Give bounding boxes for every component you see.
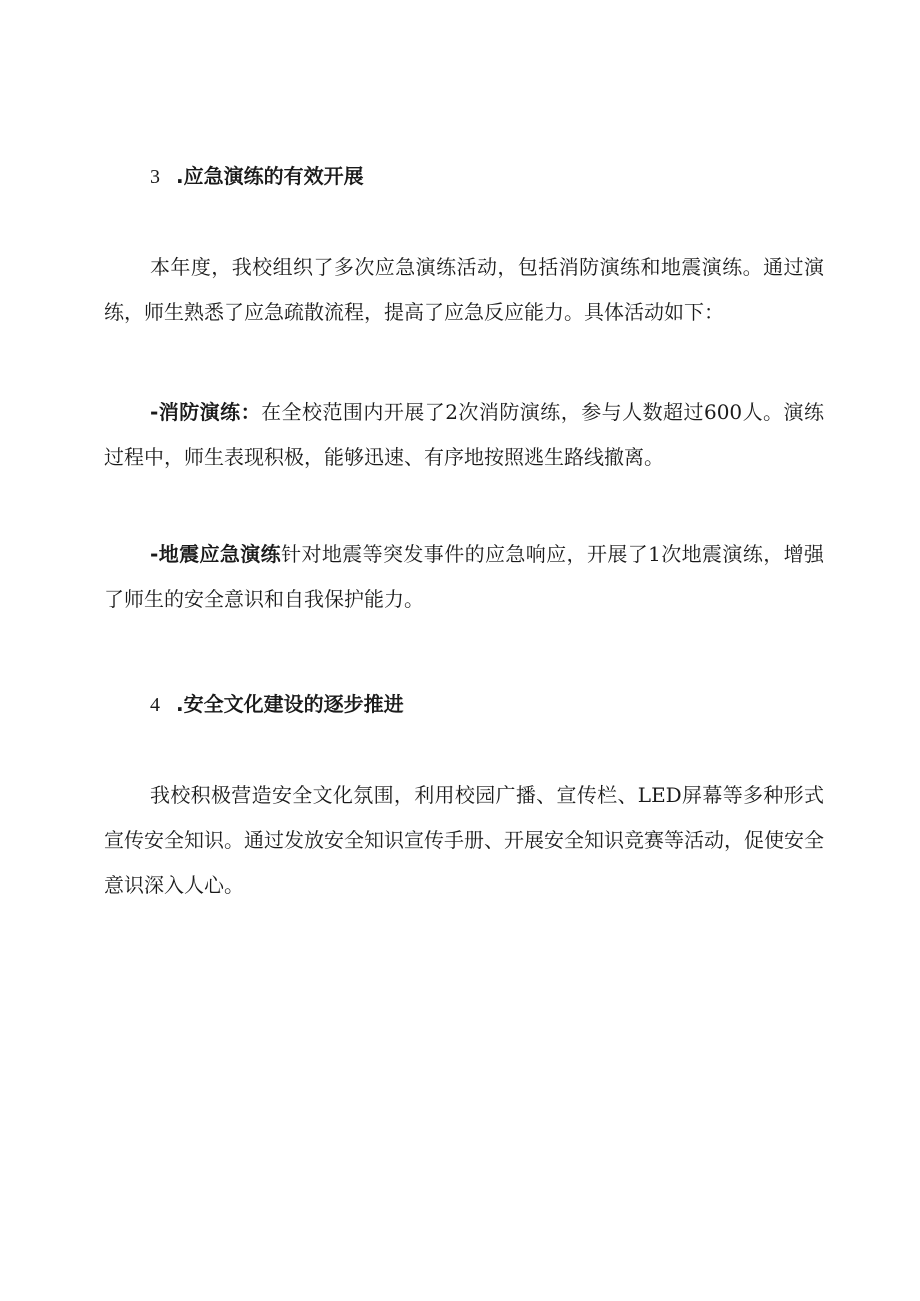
section-3-heading bbox=[150, 162, 364, 191]
fire-drill-text: 在全校范围内开展了2次消防演练，参与人数超过600人。演练过程中，师生表现积极，能够迅速、有序地按照逃生路线撤离。 bbox=[104, 400, 824, 469]
fire-drill-item bbox=[104, 390, 824, 480]
earthquake-drill-item bbox=[104, 532, 824, 622]
section-3-intro: 本年度，我校组织了多次应急演练活动，包括消防演练和地震演练。通过演练，师生熟悉了应急疏散流程，提高了应急反应能力。具体活动如下： bbox=[104, 255, 824, 324]
earthquake-drill-label: -地震应急演练 bbox=[150, 542, 282, 566]
earthquake-drill-text: 针对地震等突发事件的应急响应，开展了1次地震演练，增强了师生的安全意识和自我保护能力。 bbox=[104, 542, 824, 611]
section-3-title: .应急演练的有效开展 bbox=[176, 164, 364, 188]
section-3-number: 3 bbox=[150, 166, 160, 188]
fire-drill-label: -消防演练： bbox=[150, 400, 262, 424]
section-4-title: .安全文化建设的逐步推进 bbox=[176, 692, 404, 716]
section-4-body: 我校积极营造安全文化氛围，利用校园广播、宣传栏、LED屏幕等多种形式宣传安全知识。通过发放安全知识宣传手册、开展安全知识竞赛等活动，促使安全意识深入人心。 bbox=[104, 783, 824, 897]
section-4-heading bbox=[150, 690, 404, 719]
section-4-number: 4 bbox=[150, 694, 160, 716]
